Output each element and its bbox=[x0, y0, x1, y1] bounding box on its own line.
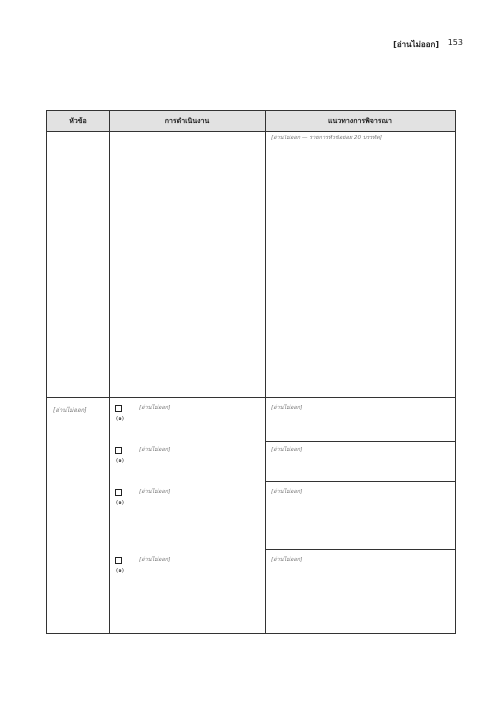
operation-text: [อ่านไม่ออก] bbox=[139, 447, 171, 453]
item-number: (๑) bbox=[116, 458, 124, 464]
guideline-text: [อ่านไม่ออก] bbox=[271, 489, 303, 495]
operation-text: [อ่านไม่ออก] bbox=[139, 489, 171, 495]
col-divider bbox=[265, 111, 266, 633]
header-operation: การดำเนินงาน bbox=[164, 117, 210, 125]
checkbox[interactable] bbox=[115, 405, 122, 412]
continued-bullet-list bbox=[271, 135, 451, 142]
item-number: (๑) bbox=[116, 500, 124, 506]
page-number: 153 bbox=[447, 38, 463, 47]
page-header bbox=[0, 38, 497, 52]
col-divider bbox=[109, 111, 110, 633]
checkbox[interactable] bbox=[115, 557, 122, 564]
operation-text: [อ่านไม่ออก] bbox=[139, 557, 171, 563]
list-item: [อ่านไม่ออก — รายการหัวข้อย่อย 20 บรรทัด] bbox=[271, 135, 382, 141]
row-divider bbox=[265, 481, 455, 482]
header-guideline: แนวทางการพิจารณา bbox=[328, 117, 392, 125]
guideline-text: [อ่านไม่ออก] bbox=[271, 447, 303, 453]
checkbox[interactable] bbox=[115, 489, 122, 496]
page-title: [อ่านไม่ออก] bbox=[393, 40, 439, 49]
operation-text: [อ่านไม่ออก] bbox=[139, 405, 171, 411]
header-topic: หัวข้อ bbox=[69, 117, 87, 125]
row-divider bbox=[265, 549, 455, 550]
row-divider bbox=[47, 397, 455, 398]
topic-label: [อ่านไม่ออก] bbox=[53, 407, 87, 414]
row-divider bbox=[265, 441, 455, 442]
guideline-text: [อ่านไม่ออก] bbox=[271, 557, 303, 563]
item-number: (๑) bbox=[116, 416, 124, 422]
checkbox[interactable] bbox=[115, 447, 122, 454]
guideline-text: [อ่านไม่ออก] bbox=[271, 405, 303, 411]
guideline-table bbox=[46, 110, 456, 634]
item-number: (๑) bbox=[116, 568, 124, 574]
